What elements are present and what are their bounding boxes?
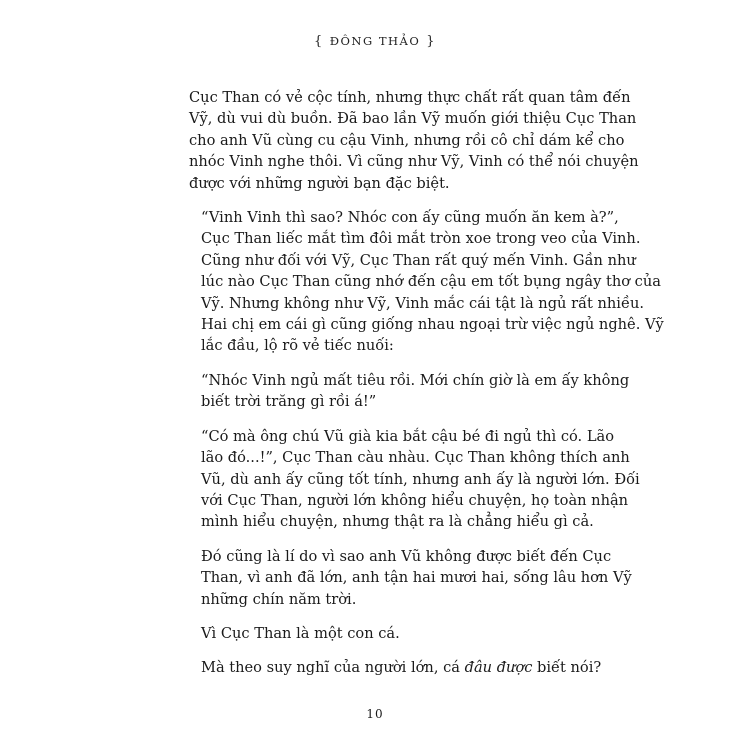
running-head-right-ornament: } xyxy=(426,34,437,49)
text-line: lão đó...!”, Cục Than càu nhàu. Cục Than không thích anh xyxy=(201,449,630,467)
paragraph xyxy=(189,657,602,678)
text-line: được với những người bạn đặc biệt. xyxy=(189,174,450,192)
paragraph xyxy=(189,546,632,610)
emphasis: đâu được xyxy=(464,659,533,677)
text-line: Mà theo suy nghĩ của người lớn, cá đâu được biết nói? xyxy=(201,659,602,677)
running-head-title: ĐÔNG THẢO xyxy=(329,34,421,48)
running-head-left-ornament: { xyxy=(313,34,324,49)
text-line: nhóc Vinh nghe thôi. Vì cũng như Vỹ, Vinh có thể nói chuyện xyxy=(189,153,639,171)
text-line: lúc nào Cục Than cũng nhớ đến cậu em tốt bụng ngây thơ của xyxy=(201,273,661,291)
body-text xyxy=(189,87,664,692)
paragraph xyxy=(189,370,630,413)
text-line: Cục Than liếc mắt tìm đôi mắt tròn xoe trong veo của Vinh. xyxy=(201,230,641,248)
text-line: “Vinh Vinh thì sao? Nhóc con ấy cũng muốn ăn kem à?”, xyxy=(201,209,619,227)
text-line: Đó cũng là lí do vì sao anh Vũ không được biết đến Cục xyxy=(201,547,612,565)
text-line: Cục Than có vẻ cộc tính, nhưng thực chất rất quan tâm đến xyxy=(189,89,631,106)
text-line: với Cục Than, người lớn không hiểu chuyện, họ toàn nhận xyxy=(201,491,629,509)
text-line: biết trời trăng gì rồi á!” xyxy=(201,393,377,411)
text-line: cho anh Vũ cùng cu cậu Vinh, nhưng rồi cô chỉ dám kể cho xyxy=(189,131,625,149)
text-line: Than, vì anh đã lớn, anh tận hai mươi hai, sống lâu hơn Vỹ xyxy=(201,569,632,587)
text-line: lắc đầu, lộ rõ vẻ tiếc nuối: xyxy=(201,337,394,355)
text-line: Hai chị em cái gì cũng giống nhau ngoại trừ việc ngủ nghê. Vỹ xyxy=(201,316,664,334)
running-head xyxy=(0,34,750,49)
text-line: những chín năm trời. xyxy=(201,590,357,608)
page-number: 10 xyxy=(366,707,384,721)
paragraph xyxy=(189,87,639,194)
text-line: Vỹ. Nhưng không như Vỹ, Vinh mắc cái tật là ngủ rất nhiều. xyxy=(201,294,644,312)
text-line: Vỹ, dù vui dù buồn. Đã bao lần Vỹ muốn giới thiệu Cục Than xyxy=(189,110,637,128)
paragraph xyxy=(189,207,664,357)
text-line: Cũng như đối với Vỹ, Cục Than rất quý mến Vinh. Gần như xyxy=(201,251,636,269)
text-line: “Có mà ông chú Vũ già kia bắt cậu bé đi ngủ thì có. Lão xyxy=(201,427,615,445)
paragraph xyxy=(189,623,587,644)
text-line: mình hiểu chuyện, nhưng thật ra là chẳng hiểu gì cả. xyxy=(201,513,594,531)
text-line: “Nhóc Vinh ngủ mất tiêu rồi. Mới chín giờ là em ấy không xyxy=(201,371,630,389)
text-line: Vì Cục Than là một con cá. xyxy=(201,624,400,642)
paragraph xyxy=(189,426,640,533)
text-line: Vũ, dù anh ấy cũng tốt tính, nhưng anh ấy là người lớn. Đối xyxy=(201,470,640,488)
